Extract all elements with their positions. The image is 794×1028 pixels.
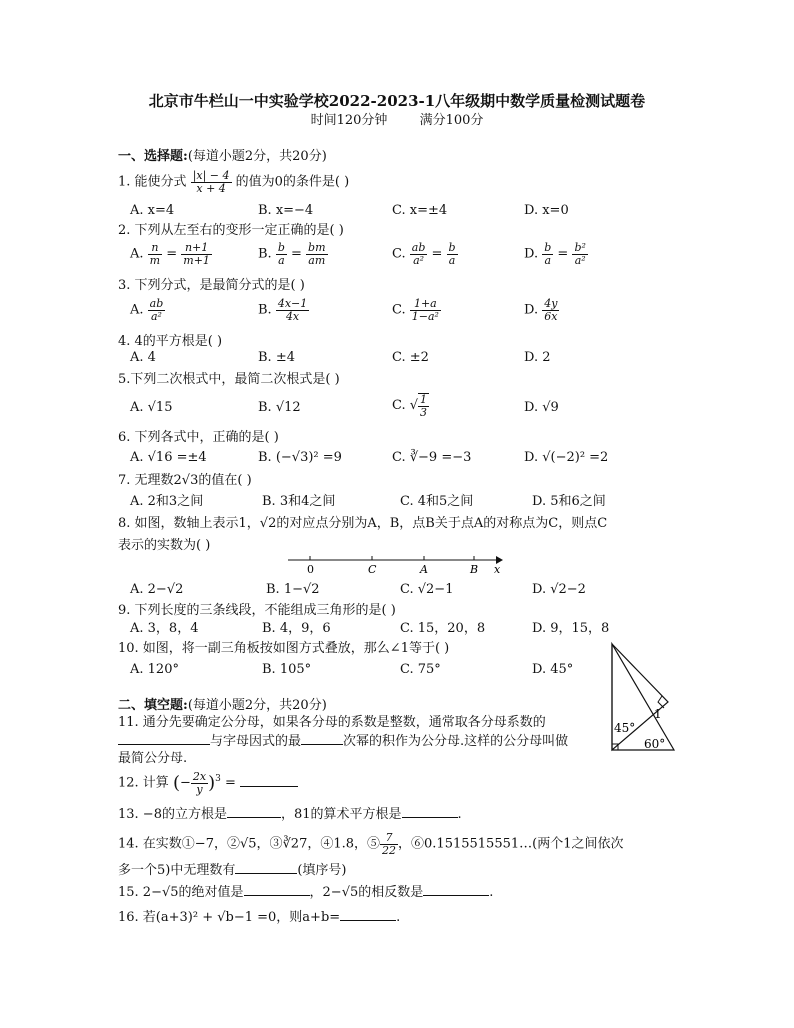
q6-option-c[interactable]: C. ∛−9 =−3 bbox=[392, 450, 472, 465]
section-label: 二、填空题: bbox=[118, 698, 188, 713]
section-label: 一、选择题: bbox=[118, 149, 188, 164]
q6-option-b[interactable]: B. (−√3)² =9 bbox=[258, 450, 342, 465]
q5-option-a[interactable]: A. √15 bbox=[130, 400, 173, 415]
label-b: B bbox=[470, 563, 479, 575]
q13-blank-2[interactable] bbox=[402, 806, 458, 818]
question-8-line2: 表示的实数为( ) bbox=[118, 538, 211, 553]
q3-option-b[interactable]: B. $\frac{4x-1}{4x}$ bbox=[258, 297, 308, 323]
q1-option-c[interactable]: C. x=±4 bbox=[392, 203, 448, 218]
q1-option-d[interactable]: D. x=0 bbox=[524, 203, 569, 218]
q7-option-a[interactable]: A. 2和3之间 bbox=[130, 494, 204, 509]
number-line-figure bbox=[286, 553, 506, 575]
question-14-line2: 多一个5)中无理数有 (填序号) bbox=[118, 863, 347, 878]
q6-option-d[interactable]: D. √(−2)² =2 bbox=[524, 450, 609, 465]
q1-option-a[interactable]: A. x=4 bbox=[130, 203, 175, 218]
q1-suffix: 的值为0的条件是( ) bbox=[235, 174, 350, 190]
q7-option-c[interactable]: C. 4和5之间 bbox=[400, 494, 474, 509]
label-origin: 0 bbox=[307, 563, 314, 575]
q10-option-b[interactable]: B. 105° bbox=[262, 662, 312, 677]
q3-option-a[interactable]: A. $\frac{ab}{\text{a²}}$ bbox=[130, 297, 164, 323]
q9-option-d[interactable]: D. 9，15，8 bbox=[532, 621, 610, 636]
q14-blank[interactable] bbox=[235, 862, 297, 874]
q1-fraction: $\frac{|x| - 4}{x + 4}$ bbox=[192, 169, 230, 195]
q3-option-d[interactable]: D. $\frac{4y}{6x}$ bbox=[524, 297, 558, 323]
q7-option-d[interactable]: D. 5和6之间 bbox=[532, 494, 606, 509]
q9-option-c[interactable]: C. 15，20，8 bbox=[400, 621, 486, 636]
angle-45-label: 45° bbox=[614, 721, 636, 735]
q1-prefix: 1. 能使分式 bbox=[118, 174, 187, 190]
q16-blank[interactable] bbox=[340, 909, 396, 921]
q1-option-b[interactable]: B. x=−4 bbox=[258, 203, 314, 218]
q9-option-b[interactable]: B. 4，9，6 bbox=[262, 621, 331, 636]
question-1 bbox=[118, 170, 349, 194]
question-11-line1: 11. 通分先要确定公分母，如果各分母的系数是整数，通常取各分母系数的 bbox=[118, 715, 546, 730]
q10-option-c[interactable]: C. 75° bbox=[400, 662, 441, 677]
q7-option-b[interactable]: B. 3和4之间 bbox=[262, 494, 336, 509]
q4-option-d[interactable]: D. 2 bbox=[524, 350, 551, 365]
question-13: 13. −8的立方根是 ，81的算术平方根是 . bbox=[118, 807, 462, 822]
q4-option-a[interactable]: A. 4 bbox=[130, 350, 156, 365]
q4-option-b[interactable]: B. ±4 bbox=[258, 350, 295, 365]
label-a: A bbox=[420, 563, 428, 575]
section-note: (每道小题2分，共20分) bbox=[187, 698, 327, 713]
question-5: 5.下列二次根式中，最简二次根式是( ) bbox=[118, 372, 340, 387]
q8-option-b[interactable]: B. 1−√2 bbox=[266, 582, 320, 597]
q5-option-b[interactable]: B. √12 bbox=[258, 400, 301, 415]
label-c: C bbox=[368, 563, 377, 575]
q2-option-b[interactable]: B. $\frac{b}{a}$ = $\frac{bm}{am}$ bbox=[258, 241, 326, 267]
exam-score: 满分100分 bbox=[419, 113, 484, 128]
question-14-line1: 14. 在实数①−7，②√5，③∛27，④1.8，⑤ $\frac{7}{22}$ ，⑥0.1515515551…(两个1之间依次 bbox=[118, 831, 624, 857]
question-7: 7. 无理数2√3的值在( ) bbox=[118, 473, 252, 488]
question-11-line2: 与字母因式的最 次幂的积作为公分母.这样的公分母叫做 bbox=[118, 733, 568, 750]
q8-option-d[interactable]: D. √2−2 bbox=[532, 582, 586, 597]
q11-blank-1[interactable] bbox=[118, 733, 210, 745]
q5-option-d[interactable]: D. √9 bbox=[524, 400, 559, 415]
section-note: (每道小题2分，共20分) bbox=[187, 149, 327, 164]
q2-option-d[interactable]: D. $\frac{b}{a}$ = $\frac{\text{b²}}{\text{a²}}$ bbox=[524, 241, 586, 267]
question-16: 16. 若(a+3)² + √b−1 =0，则a+b= . bbox=[118, 910, 401, 925]
q13-blank-1[interactable] bbox=[227, 806, 281, 818]
q12-blank[interactable] bbox=[240, 775, 298, 787]
angle-1-label: 1 bbox=[654, 707, 662, 721]
question-4: 4. 4的平方根是( ) bbox=[118, 334, 223, 349]
q3-option-c[interactable]: C. $\frac{1+a}{\text{1−a²}}$ bbox=[392, 297, 439, 323]
q8-option-a[interactable]: A. 2−√2 bbox=[130, 582, 184, 597]
q8-option-c[interactable]: C. √2−1 bbox=[400, 582, 454, 597]
question-10: 10. 如图，将一副三角板按如图方式叠放，那么∠1等于( ) bbox=[118, 641, 450, 656]
q10-option-d[interactable]: D. 45° bbox=[532, 662, 574, 677]
question-11-line3: 最简公分母. bbox=[118, 751, 188, 766]
q15-blank-2[interactable] bbox=[423, 884, 489, 896]
q15-blank-1[interactable] bbox=[244, 884, 310, 896]
question-9: 9. 下列长度的三条线段，不能组成三角形的是( ) bbox=[118, 603, 396, 618]
q6-option-a[interactable]: A. √16 =±4 bbox=[130, 450, 207, 465]
question-2: 2. 下列从左至右的变形一定正确的是( ) bbox=[118, 223, 344, 238]
page-title: 北京市牛栏山一中实验学校2022-2023-1八年级期中数学质量检测试题卷 bbox=[148, 92, 646, 110]
question-6: 6. 下列各式中，正确的是( ) bbox=[118, 430, 279, 445]
question-12: 12. 计算 (− $\frac{2x}{y}$ )$^3$ = bbox=[118, 771, 298, 795]
q2-option-a[interactable]: A. $\frac{n}{m}$ = $\frac{n+1}{m+1}$ bbox=[130, 241, 210, 267]
section-fill-heading bbox=[118, 698, 327, 714]
q10-option-a[interactable]: A. 120° bbox=[130, 662, 179, 677]
question-3: 3. 下列分式，是最简分式的是( ) bbox=[118, 278, 305, 293]
question-8-line1: 8. 如图，数轴上表示1，√2的对应点分别为A，B，点B关于点A的对称点为C，则点C bbox=[118, 516, 608, 531]
q5-option-c[interactable]: C. √ $\frac{1}{3}$ bbox=[392, 393, 428, 419]
section-choice-heading bbox=[118, 149, 327, 165]
triangle-set-figure bbox=[604, 640, 680, 756]
q4-option-c[interactable]: C. ±2 bbox=[392, 350, 429, 365]
angle-60-label: 60° bbox=[644, 737, 666, 751]
exam-info bbox=[0, 113, 794, 129]
exam-time: 时间120分钟 bbox=[310, 113, 388, 128]
q2-option-c[interactable]: C. $\frac{ab}{\text{a²}}$ = $\frac{b}{a}$ bbox=[392, 241, 456, 267]
q9-option-a[interactable]: A. 3，8，4 bbox=[130, 621, 199, 636]
q11-blank-2[interactable] bbox=[301, 733, 343, 745]
question-15: 15. 2−√5的绝对值是 ，2−√5的相反数是 . bbox=[118, 885, 494, 900]
label-x: x bbox=[494, 563, 501, 575]
